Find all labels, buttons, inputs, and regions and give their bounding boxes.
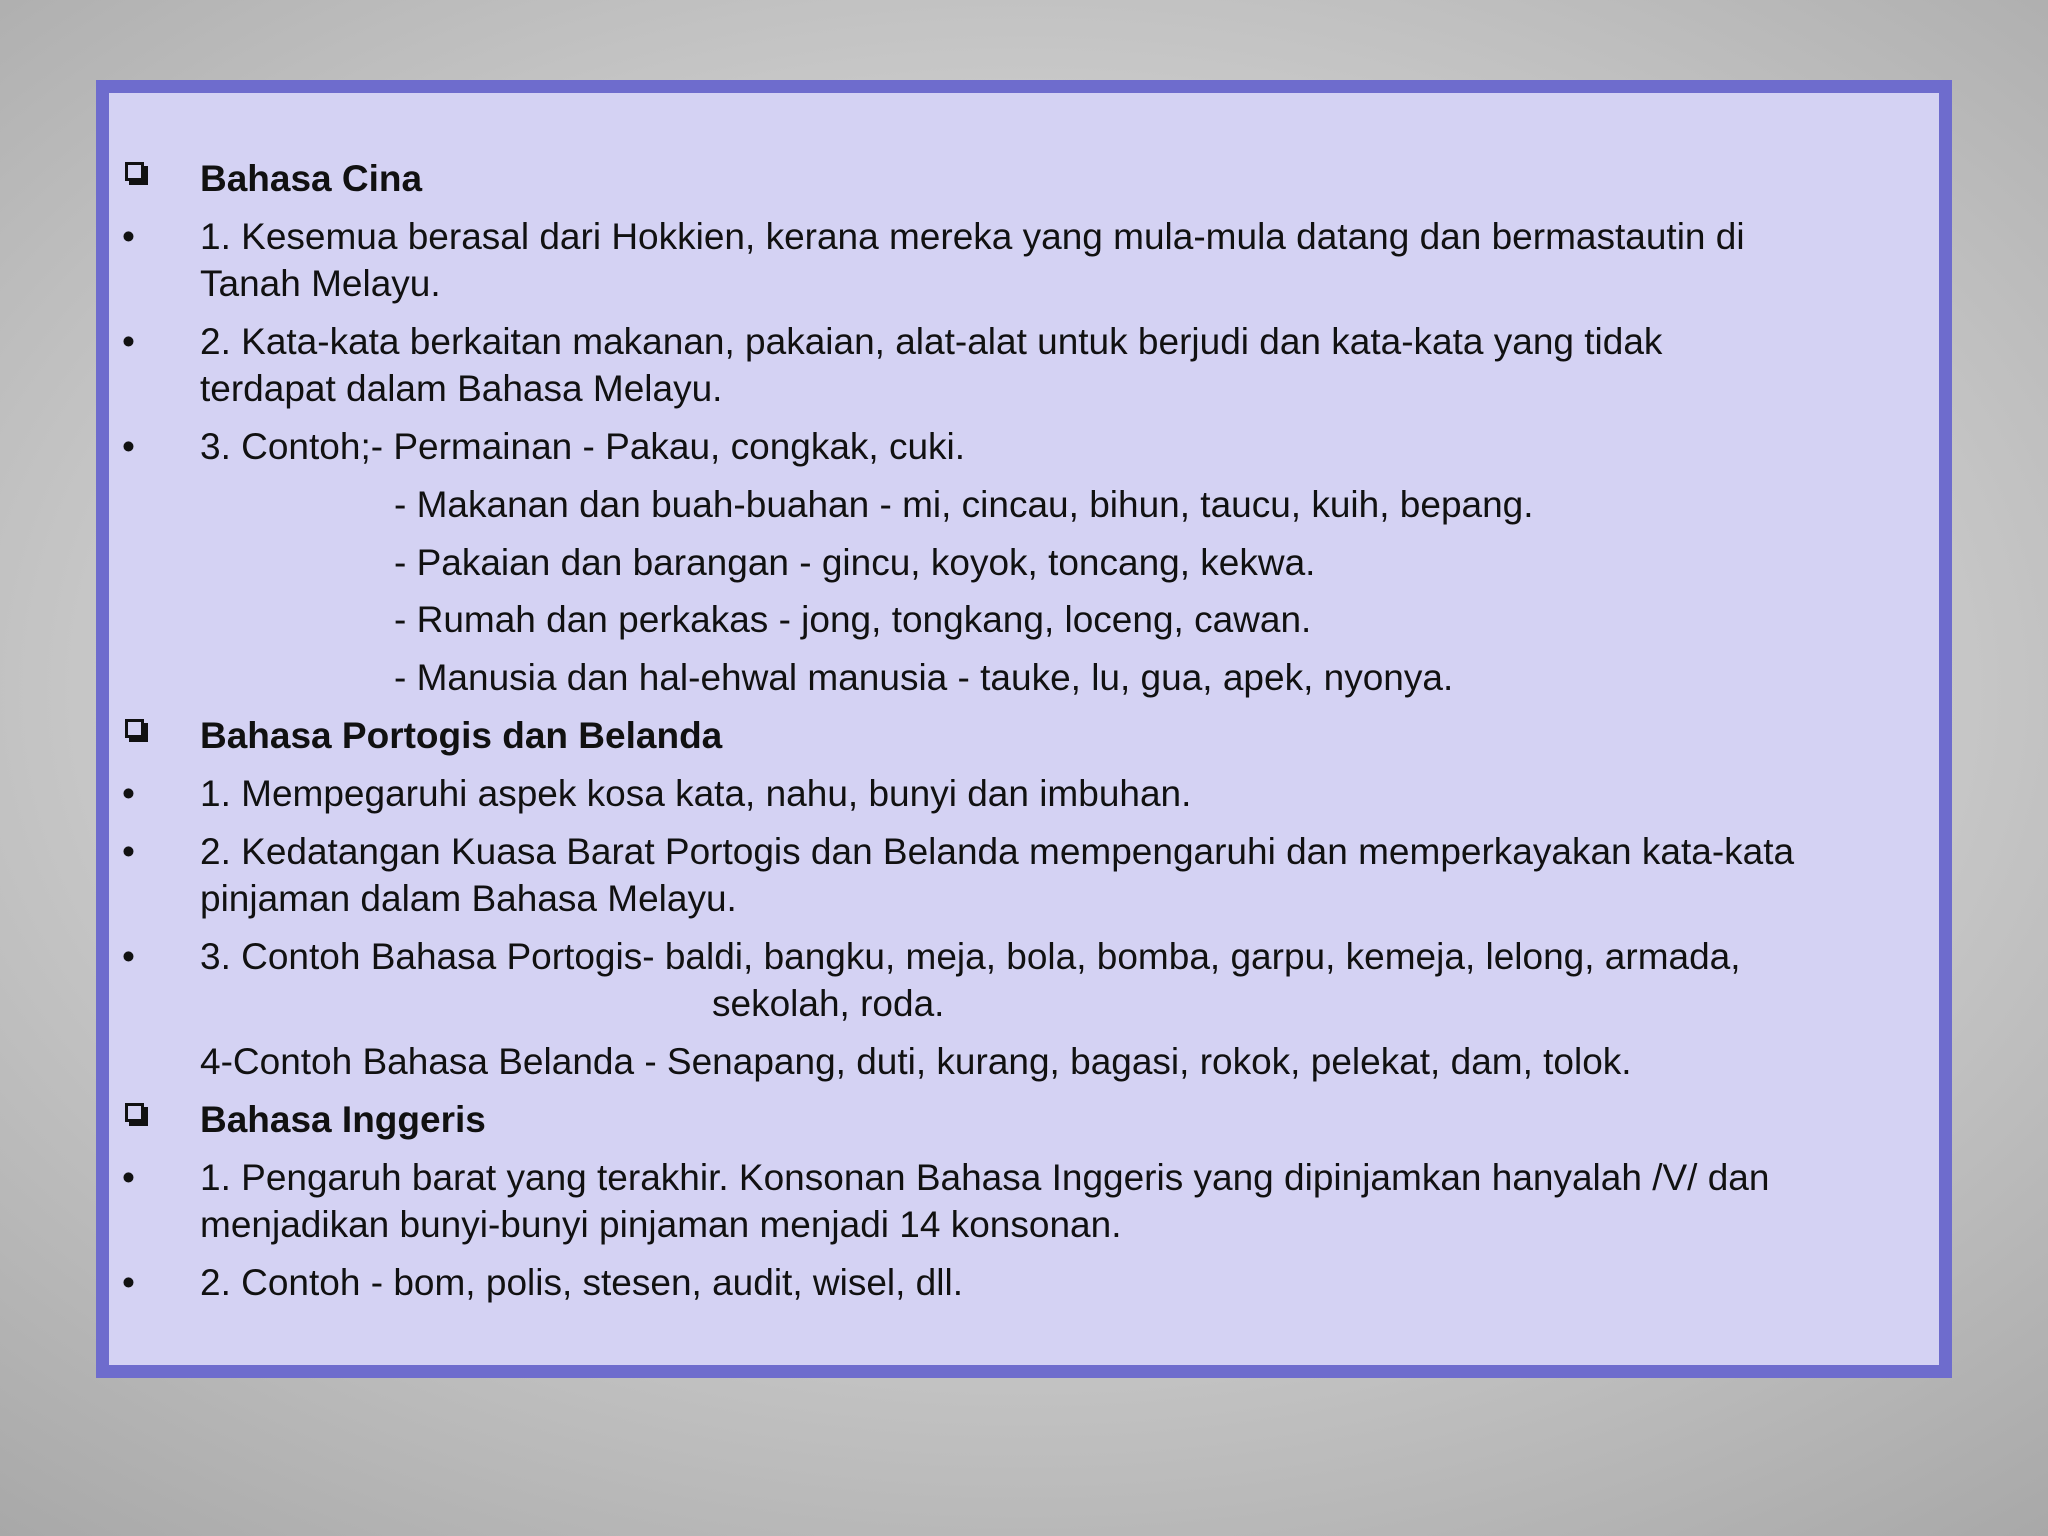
bullet-icon: • xyxy=(122,426,135,467)
bullet-icon: • xyxy=(122,936,135,977)
sub-list-line: - Rumah dan perkakas - jong, tongkang, loceng, cawan. xyxy=(394,599,1312,640)
bullet-icon: • xyxy=(122,1262,135,1303)
list-item-line: sekolah, roda. xyxy=(712,983,945,1024)
bullet-icon: • xyxy=(122,321,135,362)
list-item-line: 1. Kesemua berasal dari Hokkien, kerana mereka yang mula-mula datang dan bermastautin di xyxy=(200,216,1745,257)
checkbox-square-icon xyxy=(125,719,144,738)
sub-list-line: - Manusia dan hal-ehwal manusia - tauke, lu, gua, apek, nyonya. xyxy=(394,657,1454,698)
list-item-line: pinjaman dalam Bahasa Melayu. xyxy=(200,878,737,919)
checkbox-square-icon xyxy=(125,162,144,181)
list-item-line: 3. Contoh Bahasa Portogis- baldi, bangku, meja, bola, bomba, garpu, kemeja, lelong, armada, xyxy=(200,936,1741,977)
sub-list-line: - Makanan dan buah-buahan - mi, cincau, bihun, taucu, kuih, bepang. xyxy=(394,484,1534,525)
list-item-line: Tanah Melayu. xyxy=(200,263,441,304)
section-heading: Bahasa Portogis dan Belanda xyxy=(200,715,723,756)
list-item-line: 1. Mempegaruhi aspek kosa kata, nahu, bunyi dan imbuhan. xyxy=(200,773,1192,814)
section-heading: Bahasa Inggeris xyxy=(200,1099,486,1140)
list-item-line: 2. Kedatangan Kuasa Barat Portogis dan Belanda mempengaruhi dan memperkayakan kata-kata xyxy=(200,831,1795,872)
section-heading: Bahasa Cina xyxy=(200,158,423,199)
list-item-line: 3. Contoh;- Permainan - Pakau, congkak, cuki. xyxy=(200,426,966,467)
list-item-line: menjadikan bunyi-bunyi pinjaman menjadi 14 konsonan. xyxy=(200,1204,1122,1245)
list-item-line: 1. Pengaruh barat yang terakhir. Konsonan Bahasa Inggeris yang dipinjamkan hanyalah /V/ dan xyxy=(200,1157,1770,1198)
bullet-icon: • xyxy=(122,216,135,257)
list-item-line: 2. Contoh - bom, polis, stesen, audit, wisel, dll. xyxy=(200,1262,963,1303)
sub-list-line: - Pakaian dan barangan - gincu, koyok, toncang, kekwa. xyxy=(394,542,1316,583)
checkbox-square-icon xyxy=(125,1103,144,1122)
bullet-icon: • xyxy=(122,1157,135,1198)
bullet-icon: • xyxy=(122,831,135,872)
list-item-line: 2. Kata-kata berkaitan makanan, pakaian, alat-alat untuk berjudi dan kata-kata yang tidak xyxy=(200,321,1663,362)
plain-line: 4-Contoh Bahasa Belanda - Senapang, duti, kurang, bagasi, rokok, pelekat, dam, tolok. xyxy=(200,1041,1632,1082)
bullet-icon: • xyxy=(122,773,135,814)
list-item-line: terdapat dalam Bahasa Melayu. xyxy=(200,368,723,409)
